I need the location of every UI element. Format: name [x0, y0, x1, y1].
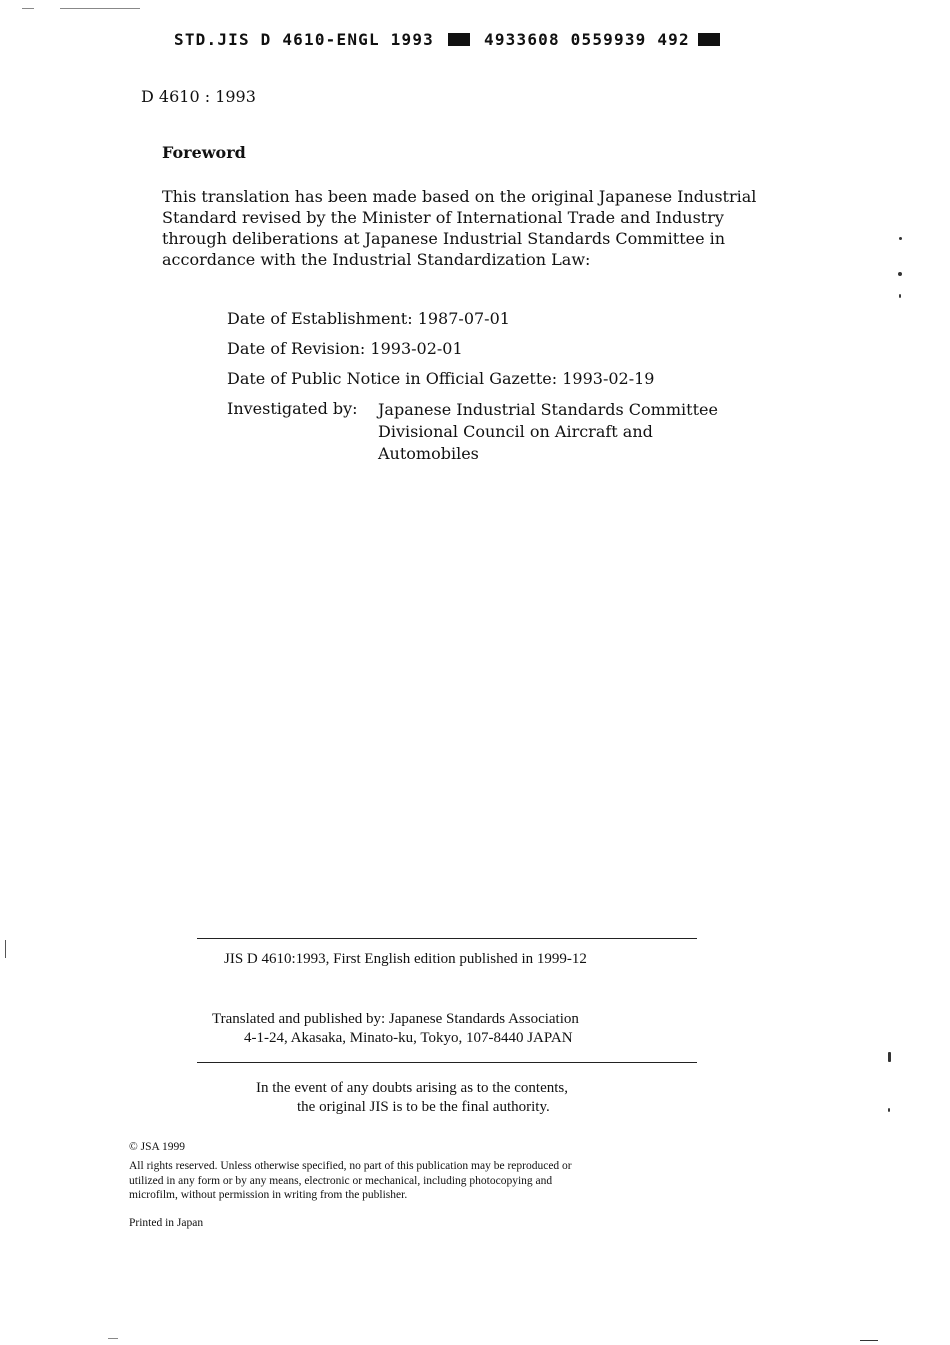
divider: [197, 938, 697, 939]
edition-note: JIS D 4610:1993, First English edition published in 1999-12: [224, 951, 587, 967]
scan-artifact: [860, 1340, 878, 1341]
black-bar-mark: [448, 33, 470, 46]
date-of-establishment: Date of Establishment: 1987-07-01: [227, 309, 510, 328]
foreword-line: accordance with the Industrial Standardization Law:: [162, 250, 591, 269]
council-line: Divisional Council on Aircraft and: [378, 422, 653, 441]
scan-artifact: [60, 8, 140, 9]
black-bar-mark: [698, 33, 720, 46]
scan-speck: [888, 1052, 891, 1062]
foreword-line: Standard revised by the Minister of International Trade and Industry: [162, 208, 724, 227]
date-of-revision: Date of Revision: 1993-02-01: [227, 339, 463, 358]
publisher-address: 4-1-24, Akasaka, Minato-ku, Tokyo, 107-8440 JAPAN: [244, 1030, 573, 1046]
foreword-line: This translation has been made based on the original Japanese Industrial: [162, 187, 757, 206]
committee-line: Japanese Industrial Standards Committee: [378, 400, 718, 419]
catalog-number: 4933608 0559939: [484, 30, 647, 49]
investigated-by-label: Investigated by:: [227, 399, 358, 418]
copyright-notice: © JSA 1999: [129, 1141, 186, 1153]
council-line: Automobiles: [378, 444, 479, 463]
rights-line: utilized in any form or by any means, electronic or mechanical, including photocopying and: [129, 1174, 553, 1187]
scan-speck: [898, 272, 902, 276]
foreword-title: Foreword: [162, 143, 246, 162]
scan-artifact: [108, 1338, 118, 1339]
authority-note: In the event of any doubts arising as to the contents,: [256, 1080, 569, 1096]
catalog-suffix: 492: [657, 30, 690, 49]
scan-speck: [899, 294, 901, 298]
foreword-body: [162, 186, 802, 270]
publisher-line: Translated and published by: Japanese Standards Association: [212, 1011, 579, 1027]
scan-speck: [888, 1108, 890, 1112]
printed-in: Printed in Japan: [129, 1217, 204, 1229]
document-id: D 4610 : 1993: [141, 87, 256, 106]
authority-note: the original JIS is to be the final authority.: [297, 1099, 550, 1115]
scan-speck: [899, 237, 902, 240]
date-of-public-notice: Date of Public Notice in Official Gazette: 1993-02-19: [227, 369, 655, 388]
rights-line: All rights reserved. Unless otherwise specified, no part of this publication may be reproduced or: [129, 1160, 572, 1172]
divider: [197, 1062, 697, 1063]
scan-artifact: [22, 8, 34, 9]
rights-line: microfilm, without permission in writing from the publisher.: [129, 1189, 408, 1201]
scan-header: [174, 30, 720, 49]
rights-statement: [129, 1159, 572, 1203]
scan-artifact: [5, 940, 6, 958]
standard-code: STD.JIS D 4610-ENGL 1993: [174, 30, 434, 49]
investigated-by-value: [378, 399, 718, 465]
foreword-line: through deliberations at Japanese Industrial Standards Committee in: [162, 229, 726, 248]
